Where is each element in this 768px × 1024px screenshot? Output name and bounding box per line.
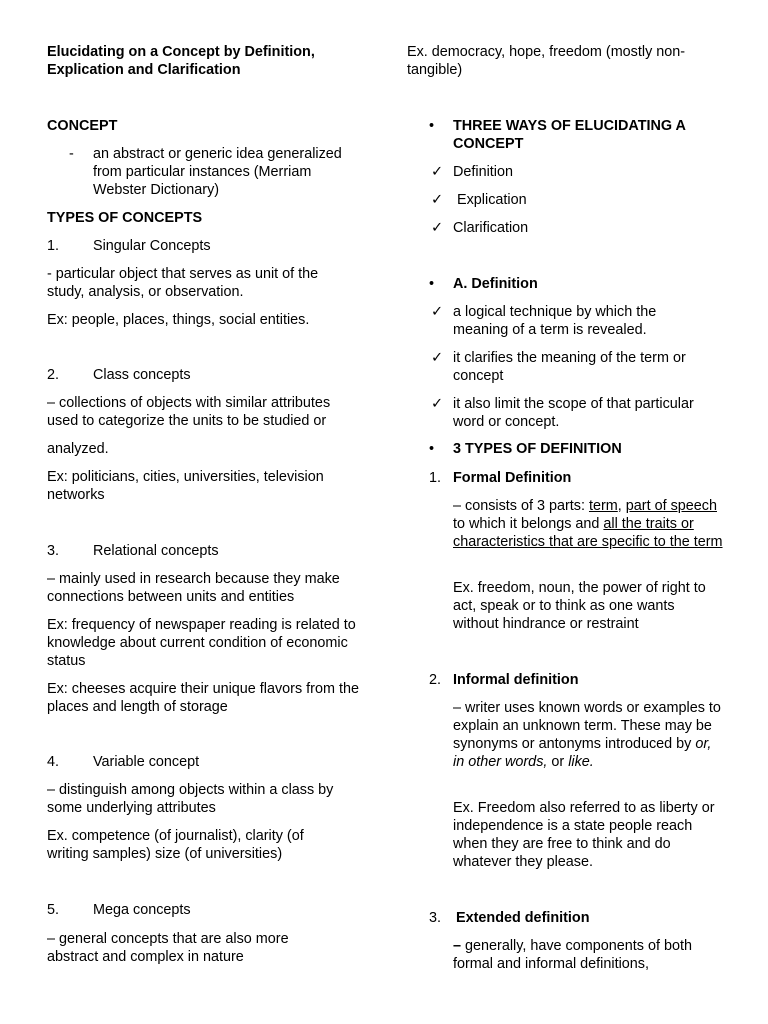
type-4-description: – distinguish among objects within a class by some underlying attributes [47, 782, 334, 816]
type-4-example: Ex. competence (of journalist), clarity (of writing samples) size (of universities) [47, 828, 304, 862]
informal-number: 2. [429, 672, 442, 688]
type-3-example-2: Ex: cheeses acquire their unique flavors from the places and length of storage [47, 681, 359, 715]
type-2-description-cont: analyzed. [47, 441, 109, 457]
formal-example: Ex. freedom, noun, the power of right to act, speak or to think as one wants without hindrance or restraint [453, 580, 706, 632]
type-3-description: – mainly used in research because they make connections between units and entities [47, 571, 340, 605]
checkmark-icon: ✓ [431, 350, 444, 366]
bullet-icon: • [429, 118, 435, 134]
extended-number: 3. [429, 910, 442, 926]
type-2-name: Class concepts [93, 367, 191, 383]
document-title: Elucidating on a Concept by Definition, Explication and Clarification [47, 44, 315, 78]
type-3-example-1: Ex: frequency of newspaper reading is related to knowledge about current condition of economic status [47, 617, 356, 669]
concept-heading: CONCEPT [47, 118, 118, 134]
type-2-description: – collections of objects with similar attributes used to categorize the units to be studied or [47, 395, 331, 429]
checkmark-icon: ✓ [431, 396, 444, 412]
type-3-name: Relational concepts [93, 543, 219, 559]
checkmark-icon: ✓ [431, 192, 444, 208]
definition-heading: A. Definition [453, 276, 538, 292]
type-1-name: Singular Concepts [93, 238, 211, 254]
type-5-description: – general concepts that are also more abstract and complex in nature [47, 931, 289, 965]
type-2-number: 2. [47, 367, 60, 383]
definition-point-2: it clarifies the meaning of the term or concept [453, 350, 686, 384]
extended-description: – generally, have components of both formal and informal definitions, [453, 938, 692, 972]
formal-description: – consists of 3 parts: term, part of speech to which it belongs and all the traits or characteristics that are specific to the term [453, 498, 723, 550]
type-5-name: Mega concepts [93, 902, 191, 918]
three-ways-heading: THREE WAYS OF ELUCIDATING A CONCEPT [453, 118, 686, 152]
informal-example: Ex. Freedom also referred to as liberty or independence is a state people reach when they are free to think and do whatever they please. [453, 800, 715, 870]
checkmark-icon: ✓ [431, 164, 444, 180]
extended-heading: Extended definition [456, 910, 590, 926]
type-3-number: 3. [47, 543, 60, 559]
informal-description: – writer uses known words or examples to explain an unknown term. These may be synonyms or antonyms introduced by or, in other words, or like. [453, 700, 721, 770]
checkmark-icon: ✓ [431, 220, 444, 236]
types-heading: TYPES OF CONCEPTS [47, 210, 203, 226]
type-1-description: - particular object that serves as unit of the study, analysis, or observation. [47, 266, 319, 300]
formal-heading: Formal Definition [453, 470, 572, 486]
way-definition: Definition [453, 164, 513, 180]
way-explication: Explication [453, 192, 527, 208]
definition-point-1: a logical technique by which the meaning of a term is revealed. [453, 304, 657, 338]
types-of-definition-heading: 3 TYPES OF DEFINITION [453, 441, 622, 457]
type-5-number: 5. [47, 902, 60, 918]
way-clarification: Clarification [453, 220, 529, 236]
type-1-example: Ex: people, places, things, social entities. [47, 312, 310, 328]
type-4-number: 4. [47, 754, 60, 770]
concept-dash: - [69, 146, 74, 162]
concept-definition: an abstract or generic idea generalized from particular instances (Merriam Webster Dictionary) [93, 146, 342, 198]
type-1-number: 1. [47, 238, 60, 254]
checkmark-icon: ✓ [431, 304, 444, 320]
formal-number: 1. [429, 470, 442, 486]
type-2-example: Ex: politicians, cities, universities, television networks [47, 469, 324, 503]
intro-example: Ex. democracy, hope, freedom (mostly non-tangible) [407, 44, 686, 78]
informal-heading: Informal definition [453, 672, 579, 688]
type-4-name: Variable concept [93, 754, 200, 770]
definition-point-3: it also limit the scope of that particular word or concept. [453, 396, 694, 430]
bullet-icon: • [429, 276, 435, 292]
bullet-icon: • [429, 441, 435, 457]
